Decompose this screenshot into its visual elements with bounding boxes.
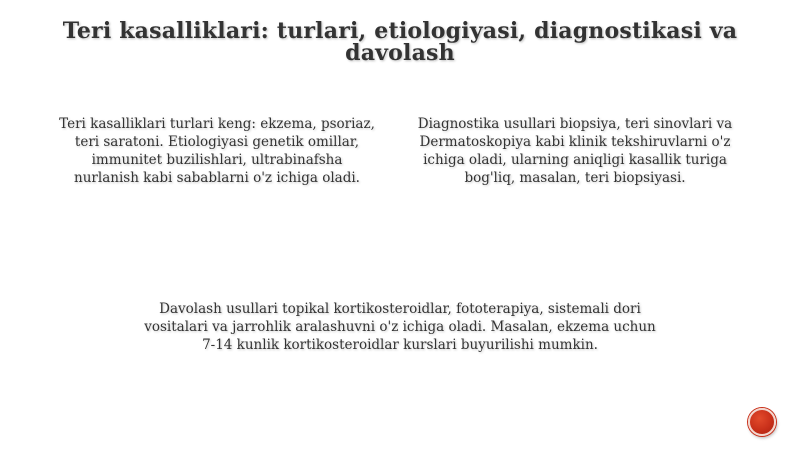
circle-nav-icon[interactable]	[748, 408, 776, 436]
text-block-diagnostics: Diagnostika usullari biopsiya, teri sinovlari va Dermatoskopiya kabi klinik tekshiruvlarni o'z ichiga oladi, ularning aniqligi kasallik turiga bog'liq, masalan, teri biopsiyasi.	[417, 116, 733, 186]
slide-title: Teri kasalliklari: turlari, etiologiyasi, diagnostikasi va davolash	[62, 18, 738, 66]
text-block-types-etiology: Teri kasalliklari turlari keng: ekzema, psoriaz, teri saratoni. Etiologiyasi genetik omillar, immunitet buzilishlari, ultrabinafsha nurlanish kabi sabablarni o'z ichiga oladi.	[59, 116, 375, 186]
text-block-treatment: Davolash usullari topikal kortikosteroidlar, fototerapiya, sistemali dori vositalari va jarrohlik aralashuvni o'z ichiga oladi. Masalan, ekzema uchun 7-14 kunlik kortikosteroidlar kurslari buyurilishi mumkin.	[144, 301, 656, 353]
